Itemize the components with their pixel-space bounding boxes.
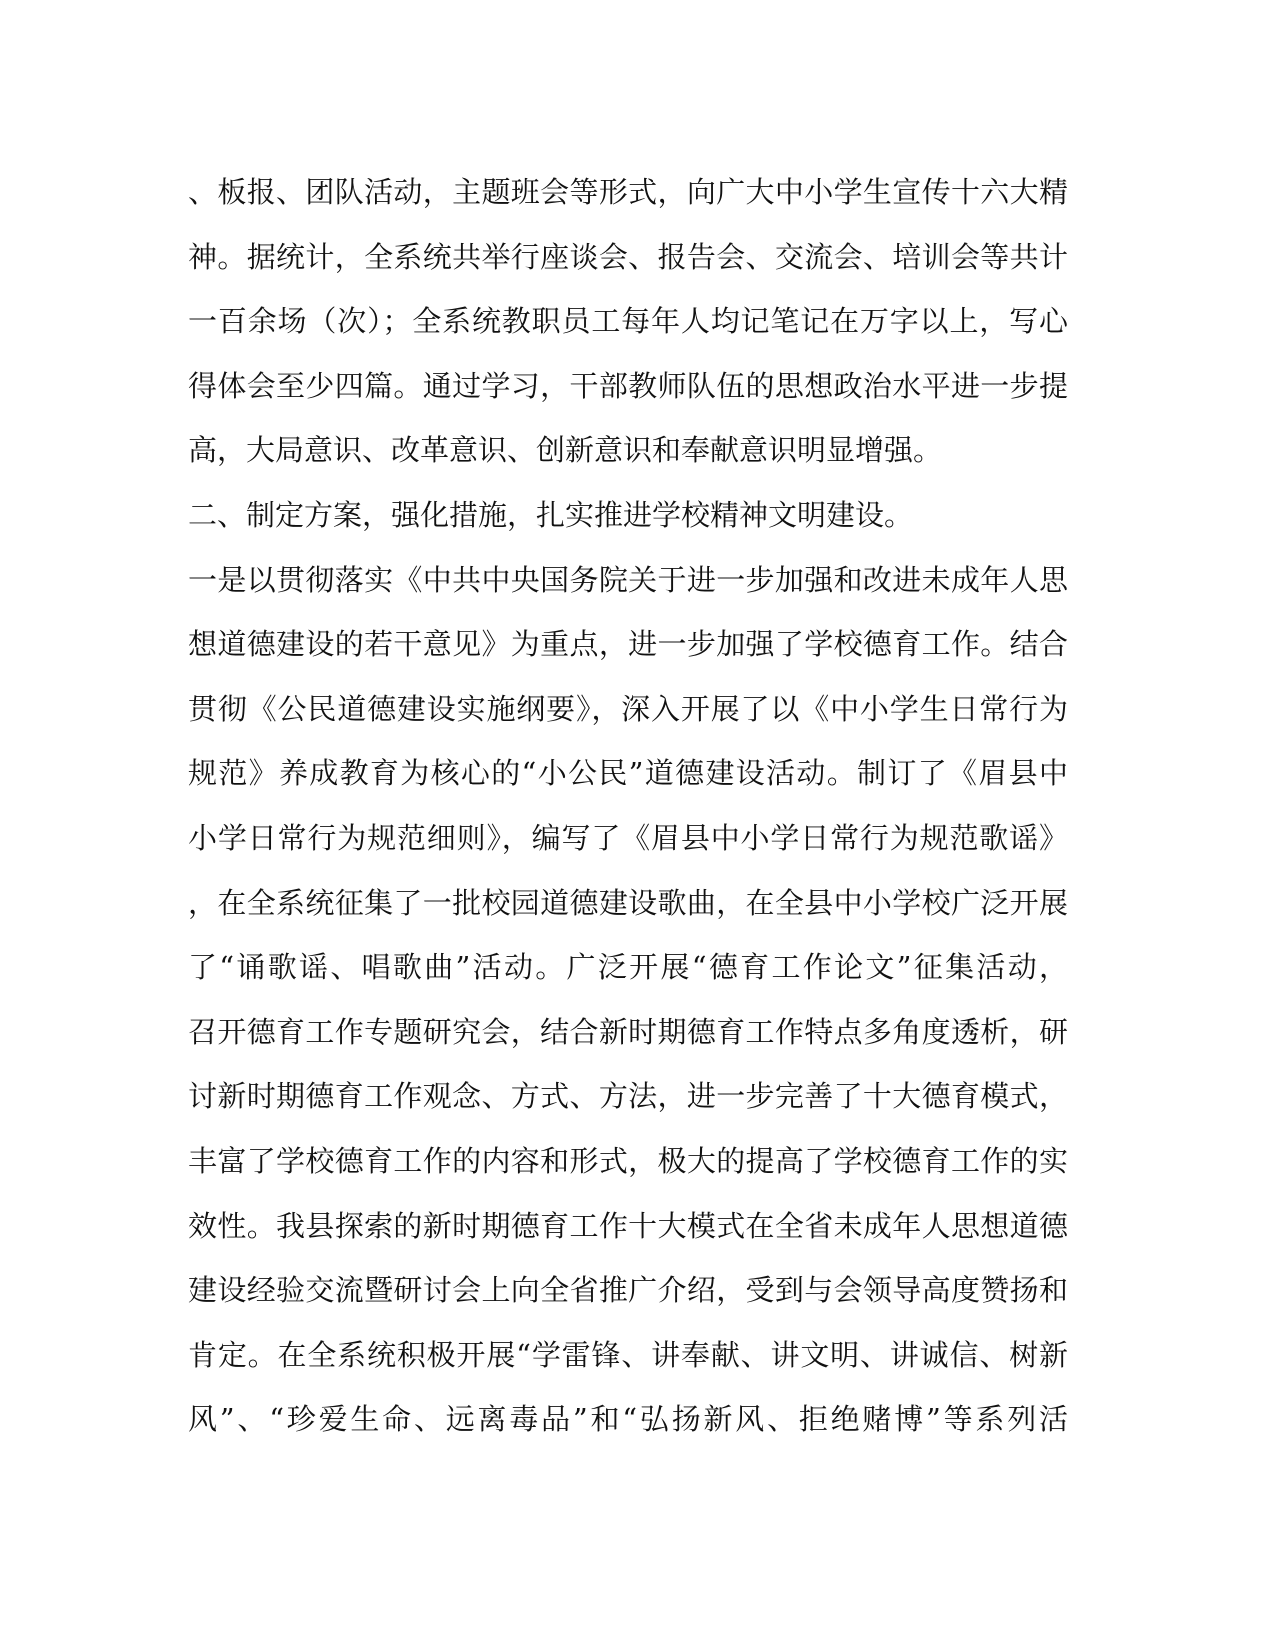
text-line: 得体会至少四篇。通过学习，干部教师队伍的思想政治水平进一步提: [188, 368, 1069, 403]
text-line: ，在全系统征集了一批校园道德建设歌曲，在全县中小学校广泛开展: [188, 885, 1069, 920]
text-line: 建设经验交流暨研讨会上向全省推广介绍，受到与会领导高度赞扬和: [188, 1273, 1069, 1308]
text-line: 一是以贯彻落实《中共中央国务院关于进一步加强和改进未成年人思: [188, 562, 1069, 597]
body-text: [188, 160, 1071, 1452]
text-line: 神。据统计，全系统共举行座谈会、报告会、交流会、培训会等共计: [188, 239, 1069, 274]
text-line: 风”、“珍爱生命、远离毒品”和“弘扬新风、拒绝赌博”等系列活: [188, 1402, 1071, 1437]
text-line: 、板报、团队活动，主题班会等形式，向广大中小学生宣传十六大精: [188, 175, 1069, 209]
text-line: 小学日常行为规范细则》，编写了《眉县中小学日常行为规范歌谣》: [188, 820, 1069, 855]
text-line: 肯定。在全系统积极开展“学雷锋、讲奉献、讲文明、讲诚信、树新: [188, 1337, 1069, 1372]
text-line: 贯彻《公民道德建设实施纲要》，深入开展了以《中小学生日常行为: [188, 691, 1069, 726]
text-line: 高，大局意识、改革意识、创新意识和奉献意识明显增强。: [188, 433, 943, 468]
text-line: 规范》养成教育为核心的“小公民”道德建设活动。制订了《眉县中: [188, 756, 1070, 791]
text-line: 了“诵歌谣、唱歌曲”活动。广泛开展“德育工作论文”征集活动，: [188, 950, 1071, 985]
text-line: 讨新时期德育工作观念、方式、方法，进一步完善了十大德育模式，: [188, 1079, 1069, 1114]
text-line: 效性。我县探索的新时期德育工作十大模式在全省未成年人思想道德: [188, 1208, 1069, 1243]
text-line: 召开德育工作专题研究会，结合新时期德育工作特点多角度透析，研: [188, 1014, 1069, 1049]
text-line: 一百余场（次）；全系统教职员工每年人均记笔记在万字以上，写心: [188, 304, 1069, 339]
text-line: 想道德建设的若干意见》为重点，进一步加强了学校德育工作。结合: [188, 627, 1069, 662]
text-line: 丰富了学校德育工作的内容和形式，极大的提高了学校德育工作的实: [188, 1143, 1069, 1178]
text-line: 二、制定方案，强化措施，扎实推进学校精神文明建设。: [188, 497, 914, 532]
